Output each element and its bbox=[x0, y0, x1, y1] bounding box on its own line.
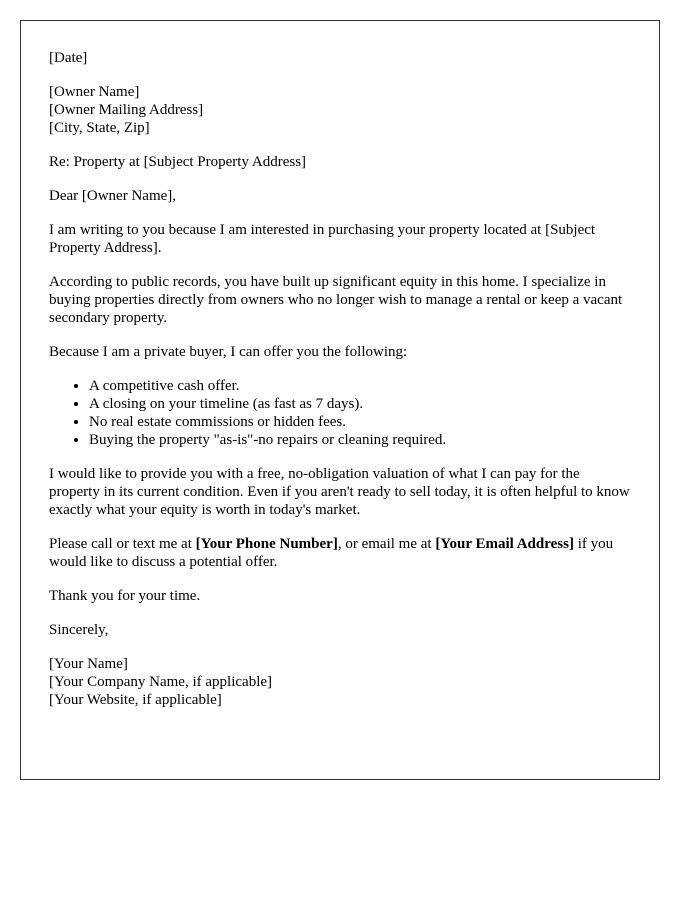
contact-prefix: Please call or text me at bbox=[49, 536, 196, 552]
signature-name: [Your Name] bbox=[49, 656, 128, 672]
benefit-item: • No real estate commissions or hidden fees. bbox=[89, 413, 631, 431]
contact-paragraph bbox=[49, 535, 631, 571]
recipient-address-block bbox=[49, 83, 631, 137]
salutation: Dear [Owner Name], bbox=[49, 188, 177, 204]
signature-company: [Your Company Name, if applicable] bbox=[49, 674, 273, 690]
valuation-paragraph: I would like to provide you with a free, no-obligation valuation of what I can pay for the property in its current condition. Even if you aren't ready to sell today, it is often helpful to know exactly what your equity is worth in today's market. bbox=[49, 466, 630, 518]
benefit-item: • Buying the property "as-is"-no repairs or cleaning required. bbox=[89, 431, 631, 449]
phone-placeholder: [Your Phone Number] bbox=[195, 536, 338, 552]
recipient-name: [Owner Name] bbox=[49, 84, 140, 100]
recipient-city-state-zip: [City, State, Zip] bbox=[49, 120, 150, 136]
signature-website: [Your Website, if applicable] bbox=[49, 692, 222, 708]
thanks-line: Thank you for your time. bbox=[49, 588, 201, 604]
signature-block bbox=[49, 655, 631, 709]
intro-paragraph: I am writing to you because I am interested in purchasing your property located at [Subject Property Address]. bbox=[49, 222, 596, 256]
contact-middle: , or email me at bbox=[337, 536, 436, 552]
offer-intro-paragraph: Because I am a private buyer, I can offer you the following: bbox=[49, 344, 408, 360]
benefit-item: • A closing on your timeline (as fast as 7 days). bbox=[89, 395, 631, 413]
email-placeholder: [Your Email Address] bbox=[435, 536, 574, 552]
subject-line: Re: Property at [Subject Property Address] bbox=[49, 154, 307, 170]
recipient-mailing-address: [Owner Mailing Address] bbox=[49, 102, 204, 118]
letter-date: [Date] bbox=[49, 50, 88, 66]
benefit-item: • A competitive cash offer. bbox=[89, 377, 631, 395]
letter-page bbox=[20, 20, 660, 780]
closing-line: Sincerely, bbox=[49, 622, 109, 638]
benefits-list bbox=[49, 377, 631, 449]
contact-suffix: if you would like to discuss a potential offer. bbox=[49, 536, 614, 570]
equity-paragraph: According to public records, you have built up significant equity in this home. I specialize in buying properties directly from owners who no longer wish to manage a rental or keep a vacant secondary property. bbox=[49, 274, 623, 326]
